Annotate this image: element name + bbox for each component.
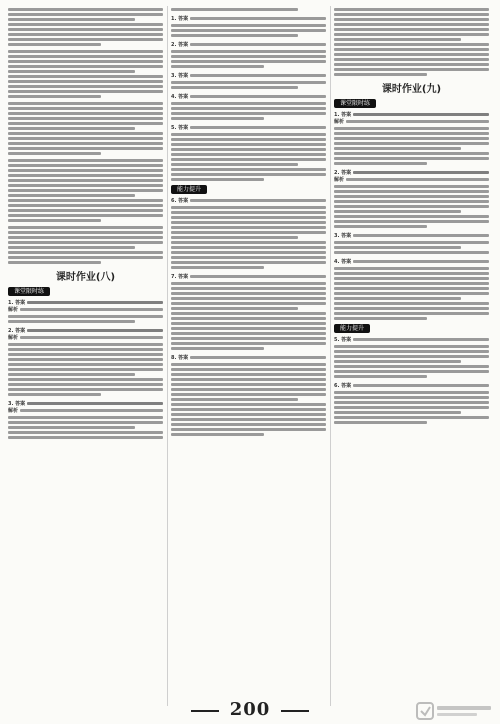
section-title: 课时作业(九) [381,84,442,95]
text-block [334,241,489,254]
text-block [8,50,163,98]
answer-row [8,400,163,407]
column-divider [167,6,168,706]
banner-label: 课堂限时练 [334,99,376,108]
banner-label: 能力提升 [171,185,207,194]
watermark-logo-icon [416,700,494,722]
text-block [334,8,489,76]
answer-row [334,336,489,343]
answer-label: 5. 答案 [334,337,352,343]
text-block [334,127,489,165]
answer-row [8,407,163,414]
answer-label: 解析 [334,119,345,125]
section-banner [8,287,163,296]
answer-row [171,72,326,79]
answer-row [334,169,489,176]
answer-row [8,334,163,341]
answer-label: 解析 [8,408,19,414]
answer-row [171,93,326,100]
answer-label: 4. 答案 [171,94,189,100]
text-block [334,185,489,228]
section-banner [334,99,489,108]
text-block [334,345,489,378]
answer-row [171,41,326,48]
text-block [334,267,489,320]
text-block [171,206,326,269]
answer-label: 3. 答案 [334,233,352,239]
text-block [8,416,163,439]
section-title: 课时作业(八) [55,272,116,283]
answer-row [334,118,489,125]
answer-label: 1. 答案 [334,112,352,118]
answer-row [171,354,326,361]
footer-dash-left [191,710,219,712]
section-banner [334,324,489,333]
text-block [171,133,326,181]
page-number: 200 [229,699,271,720]
text-block [8,315,163,323]
answer-row [171,124,326,131]
answer-row [334,382,489,389]
answer-row [334,232,489,239]
text-block [171,50,326,68]
answer-label: 解析 [8,335,19,341]
answer-page [8,6,492,706]
answer-label: 3. 答案 [171,73,189,79]
answer-row [334,176,489,183]
answer-row [8,327,163,334]
answer-label: 1. 答案 [171,16,189,22]
text-block [334,391,489,424]
answer-label: 4. 答案 [334,259,352,265]
answer-label: 7. 答案 [171,274,189,280]
answer-label: 3. 答案 [8,401,26,407]
section-banner [171,185,326,194]
text-block [8,102,163,155]
text-block [8,226,163,264]
text-block [171,363,326,436]
answer-label: 2. 答案 [334,170,352,176]
answer-label: 5. 答案 [171,125,189,131]
column-left [8,6,163,706]
answer-row [334,258,489,265]
text-block [171,282,326,350]
column-middle [171,6,326,706]
banner-label: 能力提升 [334,324,370,333]
answer-row [8,299,163,306]
footer-dash-right [281,710,309,712]
answer-row [171,273,326,280]
answer-label: 6. 答案 [171,198,189,204]
answer-label: 6. 答案 [334,383,352,389]
answer-row [171,197,326,204]
answer-label: 2. 答案 [8,328,26,334]
answer-row [171,15,326,22]
answer-label: 2. 答案 [171,42,189,48]
text-block [8,8,163,46]
text-block [171,102,326,120]
text-block [171,8,326,11]
banner-label: 课堂限时练 [8,287,50,296]
text-block [171,81,326,89]
column-right [334,6,489,706]
text-block [171,24,326,37]
answer-label: 8. 答案 [171,355,189,361]
text-block [8,159,163,222]
column-divider [330,6,331,706]
answer-label: 解析 [8,307,19,313]
answer-row [334,111,489,118]
answer-label: 1. 答案 [8,300,26,306]
answer-label: 解析 [334,177,345,183]
text-block [8,343,163,396]
answer-row [8,306,163,313]
